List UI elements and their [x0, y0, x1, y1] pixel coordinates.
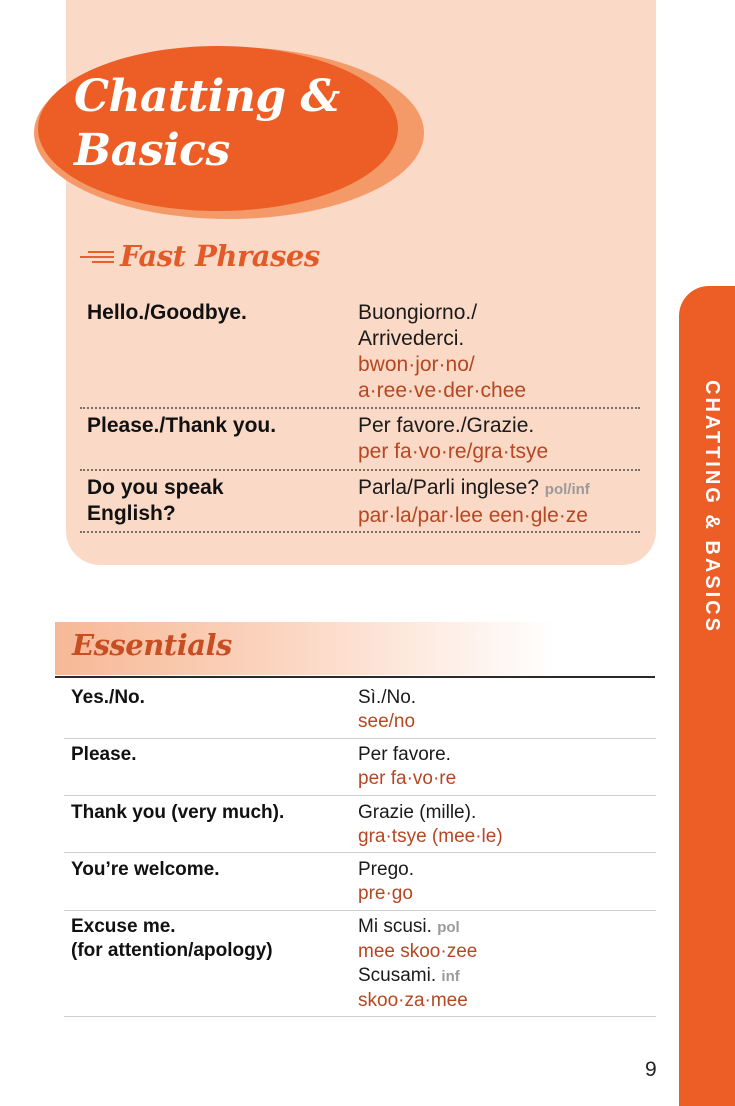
essential-italian: Sì./No. see/no [358, 687, 417, 732]
phrase-english: Hello./Goodbye. [87, 301, 247, 324]
essential-english: Excuse me. (for attention/apology) [71, 916, 273, 961]
phrase-italian: Per favore./Grazie. per fa·vo·re/gra·tsye [358, 414, 549, 463]
essential-row [64, 686, 656, 739]
phrase-row [80, 475, 640, 533]
essential-row [64, 743, 656, 796]
phrase-pronunciation: par·la/par·lee een·gle·ze [358, 504, 588, 527]
phrase-english: Do you speak English? [87, 476, 224, 525]
essential-italian: Prego. pre·go [358, 859, 414, 904]
essential-english: You’re welcome. [71, 859, 220, 880]
phrase-pronunciation: bwon·jor·no/ [358, 353, 475, 376]
phrase-english: Please./Thank you. [87, 414, 277, 437]
phrase-pronunciation: a·ree·ve·der·chee [358, 379, 527, 402]
essential-row [64, 801, 656, 853]
essential-pronunciation: skoo·za·mee [358, 990, 468, 1011]
page-number: 9 [645, 1058, 657, 1081]
essential-pronunciation: mee skoo·zee [358, 941, 478, 962]
register-tag: pol [437, 919, 460, 936]
essential-row [64, 915, 656, 1017]
essential-italian: Mi scusi. pol mee skoo·zee Scusami. inf skoo·za·mee [358, 916, 478, 1011]
chapter-title [74, 70, 394, 178]
essential-pronunciation: pre·go [358, 883, 413, 904]
essential-pronunciation: per fa·vo·re [358, 768, 457, 789]
phrase-row [80, 298, 640, 409]
essential-italian: Per favore. per fa·vo·re [358, 744, 457, 789]
phrase-italian: Parla/Parli inglese? pol/inf par·la/par·lee een·gle·ze [358, 476, 590, 527]
phrase-italian: Buongiorno./ Arrivederci. bwon·jor·no/ a·ree·ve·der·chee [358, 301, 527, 402]
essential-row [64, 858, 656, 911]
essential-pronunciation: see/no [358, 711, 416, 732]
essential-english: Yes./No. [71, 687, 145, 708]
essentials-divider [55, 676, 655, 678]
speed-lines-icon [80, 248, 114, 264]
chapter-title-line1: Chatting & [74, 71, 340, 122]
essential-english: Thank you (very much). [71, 802, 285, 823]
fast-phrases-title: Fast Phrases [120, 239, 320, 273]
essentials-title: Essentials [72, 628, 232, 662]
chapter-title-line2: Basics [74, 125, 230, 176]
phrase-row [80, 413, 640, 471]
essential-english: Please. [71, 744, 137, 765]
phrase-pronunciation: per fa·vo·re/gra·tsye [358, 440, 549, 463]
chapter-side-tab-label: CHATTING & BASICS [701, 380, 723, 634]
essential-italian: Grazie (mille). gra·tsye (mee·le) [358, 802, 503, 847]
fast-phrases-heading [80, 236, 320, 276]
register-tag: inf [441, 968, 460, 985]
essential-pronunciation: gra·tsye (mee·le) [358, 826, 503, 847]
register-tag: pol/inf [544, 481, 590, 498]
